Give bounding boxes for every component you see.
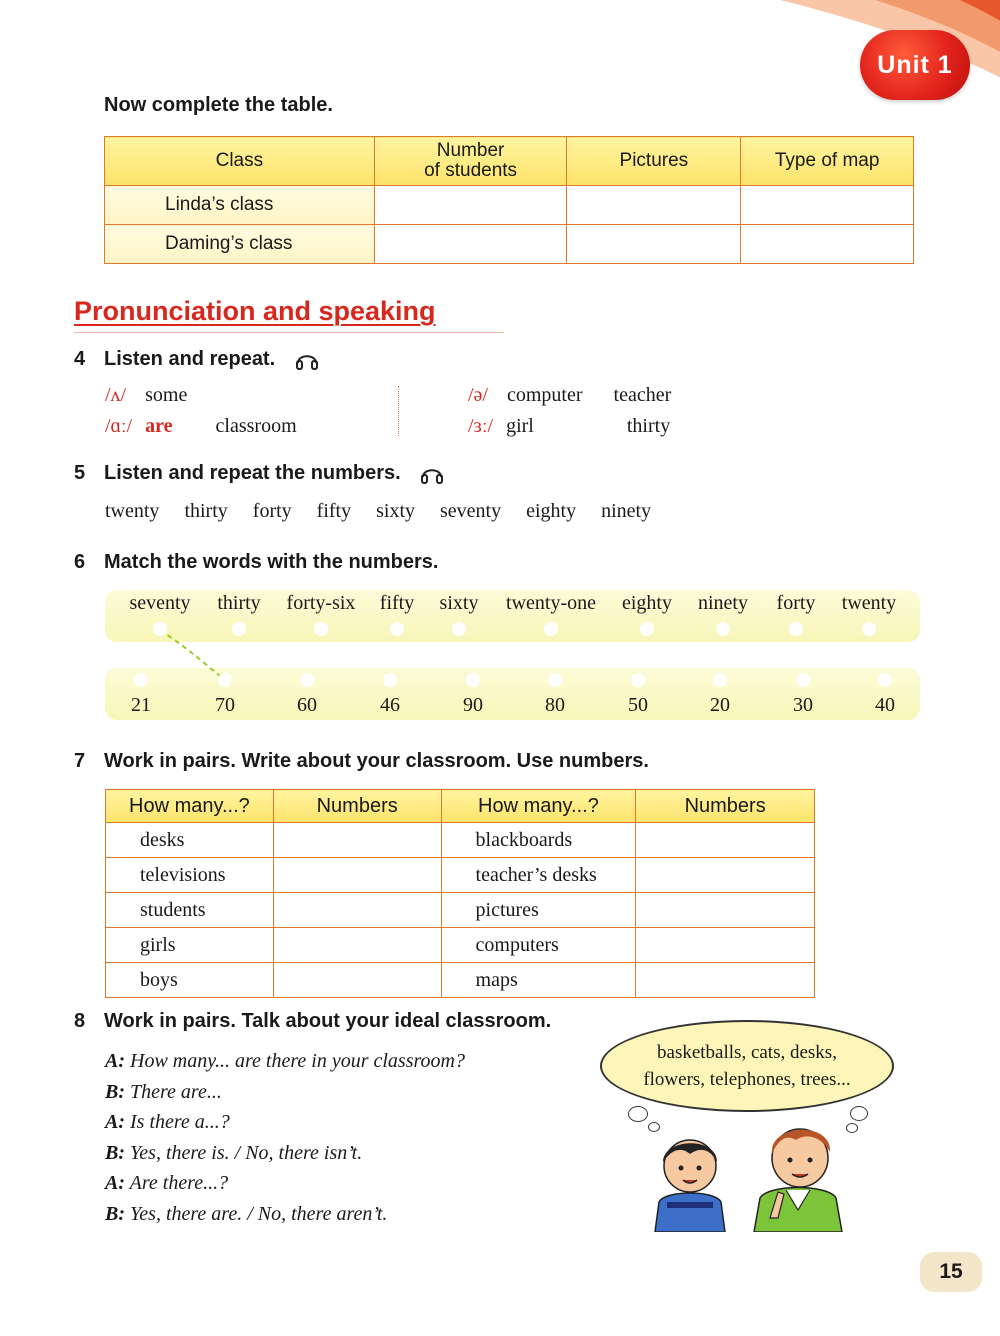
section-title: Pronunciation and speaking bbox=[74, 296, 436, 326]
match-dot[interactable] bbox=[300, 673, 314, 687]
match-word[interactable]: forty bbox=[776, 592, 816, 614]
item-label: students bbox=[106, 893, 274, 928]
exercise-title: Listen and repeat the numbers. bbox=[104, 462, 401, 484]
blank-cell[interactable] bbox=[374, 225, 567, 264]
phoneme-word: are bbox=[145, 415, 173, 437]
match-word[interactable]: twenty-one bbox=[506, 592, 596, 614]
match-dot[interactable] bbox=[452, 622, 466, 636]
item-label: desks bbox=[106, 823, 274, 858]
match-number[interactable]: 20 bbox=[710, 694, 730, 716]
table-row bbox=[105, 186, 914, 225]
headphones-icon bbox=[420, 463, 444, 485]
table-row bbox=[106, 893, 815, 928]
number-word: twenty bbox=[105, 500, 160, 522]
match-word[interactable]: eighty bbox=[622, 592, 672, 614]
blank-cell[interactable] bbox=[273, 893, 441, 928]
table-row bbox=[105, 225, 914, 264]
exercise-6-heading bbox=[74, 551, 438, 574]
match-dot[interactable] bbox=[862, 622, 876, 636]
exercise-number: 6 bbox=[74, 551, 86, 573]
match-dot[interactable] bbox=[796, 673, 810, 687]
dialogue-line: A: How many... are there in your classroom? bbox=[105, 1050, 465, 1072]
match-number[interactable]: 21 bbox=[131, 694, 151, 716]
exercise-title: Work in pairs. Write about your classroom. Use numbers. bbox=[104, 750, 649, 772]
classroom-count-table bbox=[105, 789, 815, 998]
phoneme-row-right-2 bbox=[468, 415, 670, 438]
item-label: pictures bbox=[441, 893, 636, 928]
dialogue-line: A: Are there...? bbox=[105, 1172, 229, 1194]
blank-cell[interactable] bbox=[636, 893, 815, 928]
match-dot[interactable] bbox=[789, 622, 803, 636]
item-label: teacher’s desks bbox=[441, 858, 636, 893]
exercise-8-heading bbox=[74, 1010, 551, 1033]
match-number[interactable]: 50 bbox=[628, 694, 648, 716]
exercise-number: 7 bbox=[74, 750, 86, 772]
table-row bbox=[106, 928, 815, 963]
table-instruction: Now complete the table. bbox=[104, 94, 333, 116]
dialogue-line: B: Yes, there is. / No, there isn’t. bbox=[105, 1141, 363, 1164]
exercise-5-heading bbox=[74, 462, 444, 485]
exercise-title: Match the words with the numbers. bbox=[104, 551, 439, 573]
header-numbers: Numbers bbox=[636, 790, 815, 823]
match-dot[interactable] bbox=[544, 622, 558, 636]
item-label: maps bbox=[441, 963, 636, 998]
dialogue-line: B: There are... bbox=[105, 1080, 222, 1103]
row-label-daming: Daming’s class bbox=[105, 225, 375, 264]
row-label-linda: Linda’s class bbox=[105, 186, 375, 225]
dialogue-line: A: Is there a...? bbox=[105, 1111, 230, 1133]
divider bbox=[398, 386, 399, 436]
blank-cell[interactable] bbox=[273, 928, 441, 963]
exercise-7-heading bbox=[74, 750, 649, 773]
number-word: ninety bbox=[601, 500, 652, 522]
number-word: seventy bbox=[440, 500, 502, 522]
header-how-many: How many...? bbox=[106, 790, 274, 823]
phoneme-symbol: /ɜː/ bbox=[468, 415, 494, 437]
headphones-icon bbox=[295, 349, 319, 371]
item-label: televisions bbox=[106, 858, 274, 893]
header-numbers: Numbers bbox=[273, 790, 441, 823]
exercise-4-heading bbox=[74, 348, 319, 371]
match-number[interactable]: 60 bbox=[297, 694, 317, 716]
phoneme-symbol: /ɑː/ bbox=[105, 415, 133, 437]
match-dot[interactable] bbox=[640, 622, 654, 636]
blank-cell[interactable] bbox=[273, 963, 441, 998]
match-dot[interactable] bbox=[314, 622, 328, 636]
bubble-text: flowers, telephones, trees... bbox=[643, 1069, 851, 1090]
match-word[interactable]: sixty bbox=[439, 592, 479, 614]
match-dot[interactable] bbox=[631, 673, 645, 687]
match-dot[interactable] bbox=[232, 622, 246, 636]
match-dot[interactable] bbox=[466, 673, 480, 687]
match-number[interactable]: 40 bbox=[875, 694, 895, 716]
number-word: sixty bbox=[376, 500, 416, 522]
dialogue-line: B: Yes, there are. / No, there aren’t. bbox=[105, 1202, 388, 1225]
match-word[interactable]: twenty bbox=[841, 592, 897, 614]
match-word[interactable]: ninety bbox=[698, 592, 748, 614]
blank-cell[interactable] bbox=[741, 225, 914, 264]
match-dot[interactable] bbox=[878, 673, 892, 687]
blank-cell[interactable] bbox=[273, 858, 441, 893]
phoneme-word: classroom bbox=[215, 415, 297, 437]
header-pictures: Pictures bbox=[567, 137, 741, 186]
match-word[interactable]: thirty bbox=[217, 592, 261, 614]
page-number: 15 bbox=[920, 1252, 982, 1292]
thought-bubble bbox=[600, 1020, 894, 1112]
match-dot[interactable] bbox=[713, 673, 727, 687]
phoneme-symbol: /ə/ bbox=[468, 384, 488, 406]
blank-cell[interactable] bbox=[567, 186, 741, 225]
exercise-title: Work in pairs. Talk about your ideal classroom. bbox=[104, 1010, 552, 1032]
match-number[interactable]: 90 bbox=[463, 694, 483, 716]
table-row bbox=[106, 823, 815, 858]
exercise-number: 5 bbox=[74, 462, 86, 484]
header-class: Class bbox=[105, 137, 375, 186]
exercise-title: Listen and repeat. bbox=[104, 348, 276, 370]
phoneme-row-left-1 bbox=[105, 384, 187, 407]
blank-cell[interactable] bbox=[636, 823, 815, 858]
thought-dot bbox=[850, 1106, 868, 1121]
bubble-text: basketballs, cats, desks, bbox=[657, 1042, 837, 1063]
match-word[interactable]: seventy bbox=[129, 592, 191, 614]
phoneme-word: thirty bbox=[626, 415, 671, 437]
match-dot[interactable] bbox=[153, 622, 167, 636]
blank-cell[interactable] bbox=[741, 186, 914, 225]
blank-cell[interactable] bbox=[567, 225, 741, 264]
match-dot[interactable] bbox=[548, 673, 562, 687]
match-number[interactable]: 70 bbox=[215, 694, 235, 716]
item-label: blackboards bbox=[441, 823, 636, 858]
item-label: girls bbox=[106, 928, 274, 963]
header-type-of-map: Type of map bbox=[741, 137, 914, 186]
match-dot[interactable] bbox=[218, 673, 232, 687]
item-label: boys bbox=[106, 963, 274, 998]
phoneme-word: teacher bbox=[613, 384, 672, 406]
number-word: forty bbox=[252, 500, 292, 522]
phoneme-row-left-2 bbox=[105, 415, 297, 438]
match-dot[interactable] bbox=[383, 673, 397, 687]
exercise-number: 4 bbox=[74, 348, 86, 370]
phoneme-row-right-1 bbox=[468, 384, 671, 407]
header-number-students: Number of students bbox=[374, 137, 567, 186]
phoneme-symbol: /ʌ/ bbox=[105, 384, 127, 406]
match-number[interactable]: 46 bbox=[380, 694, 400, 716]
blank-cell[interactable] bbox=[636, 963, 815, 998]
dialogue bbox=[105, 1046, 465, 1229]
blank-cell[interactable] bbox=[636, 928, 815, 963]
header-how-many: How many...? bbox=[441, 790, 636, 823]
boy-illustration-right bbox=[748, 1118, 848, 1232]
match-word[interactable]: fifty bbox=[379, 592, 415, 614]
phoneme-word: girl bbox=[506, 415, 534, 437]
blank-cell[interactable] bbox=[273, 823, 441, 858]
table-row bbox=[106, 963, 815, 998]
number-word: fifty bbox=[316, 500, 352, 522]
match-dot[interactable] bbox=[390, 622, 404, 636]
phoneme-word: computer bbox=[507, 384, 583, 406]
match-dot[interactable] bbox=[134, 673, 148, 687]
boy-illustration-left bbox=[645, 1132, 735, 1232]
exercise-number: 8 bbox=[74, 1010, 86, 1032]
blank-cell[interactable] bbox=[636, 858, 815, 893]
thought-dot bbox=[628, 1106, 648, 1122]
class-info-table bbox=[104, 136, 914, 264]
unit-badge: Unit 1 bbox=[860, 30, 970, 100]
table-row bbox=[106, 858, 815, 893]
match-word[interactable]: forty-six bbox=[286, 592, 356, 614]
match-number[interactable]: 80 bbox=[545, 694, 565, 716]
number-word: eighty bbox=[526, 500, 577, 522]
number-word: thirty bbox=[184, 500, 228, 522]
number-words-row bbox=[105, 500, 671, 523]
item-label: computers bbox=[441, 928, 636, 963]
match-dot[interactable] bbox=[716, 622, 730, 636]
phoneme-word: some bbox=[145, 384, 188, 406]
thought-dot bbox=[648, 1122, 660, 1132]
match-number[interactable]: 30 bbox=[793, 694, 813, 716]
blank-cell[interactable] bbox=[374, 186, 567, 225]
